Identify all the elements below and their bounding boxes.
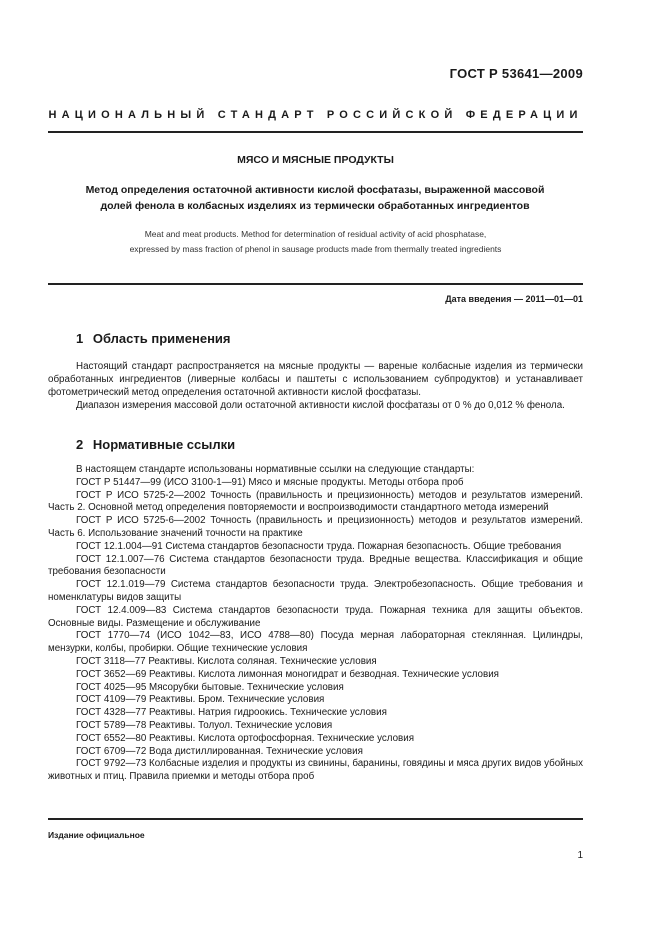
reference-item: ГОСТ 6552—80 Реактивы. Кислота ортофосфорная. Технические условия bbox=[76, 732, 415, 744]
reference-item: ГОСТ Р 51447—99 (ИСО 3100-1—91) Мясо и мясные продукты. Методы отбора проб bbox=[76, 476, 464, 488]
reference-item: ГОСТ 9792—73 Колбасные изделия и продукты из свинины, баранины, говядины и мяса других видов убойных животных и птиц. Правила приемки и методы отбора проб bbox=[48, 758, 584, 783]
divider-top bbox=[48, 131, 583, 133]
reference-item: ГОСТ 5789—78 Реактивы. Толуол. Технические условия bbox=[76, 719, 333, 731]
reference-item: В настоящем стандарте использованы нормативные ссылки на следующие стандарты: bbox=[76, 464, 475, 475]
reference-item: ГОСТ 12.4.009—83 Система стандартов безопасности труда. Пожарная техника для защиты объектов. Основные виды. Размещение и обслуживание bbox=[48, 604, 583, 629]
reference-item: ГОСТ Р ИСО 5725-6—2002 Точность (правильность и прецизионность) методов и результатов измерений. Часть 6. Использование значений точности на практике bbox=[48, 515, 583, 539]
section-2-number: 2 bbox=[76, 437, 84, 452]
edition-label: Издание официальное bbox=[48, 830, 145, 840]
page-number: 1 bbox=[577, 850, 583, 861]
reference-item: ГОСТ Р ИСО 5725-2—2002 Точность (правильность и прецизионность) методов и результатов измерений. Часть 2. Основной метод определения повторяемости и воспроизводимости стандартного метода измерений bbox=[48, 489, 583, 514]
divider-bottom bbox=[48, 818, 583, 820]
national-standard-banner: НАЦИОНАЛЬНЫЙ СТАНДАРТ РОССИЙСКОЙ ФЕДЕРАЦИИ bbox=[48, 109, 583, 121]
document-subtitle: Метод определения остаточной активности кислой фосфатазы, выраженной массовой долей фенола в колбасных изделиях из термически обработанных ингредиентов bbox=[85, 184, 545, 212]
divider-middle bbox=[48, 283, 583, 285]
document-title: МЯСО И МЯСНЫЕ ПРОДУКТЫ bbox=[237, 154, 394, 166]
section-1-title: Область применения bbox=[92, 331, 231, 346]
section-1-paragraph: Диапазон измерения массовой доли остаточной активности кислой фосфатазы от 0 % до 0,012 % фенола. bbox=[76, 400, 565, 411]
english-title-line-1: Meat and meat products. Method for determination of residual activity of acid phosphatase, bbox=[144, 229, 487, 239]
english-title-line-2: expressed by mass fraction of phenol in sausage products made from thermally treated ingredients bbox=[129, 244, 502, 254]
section-2-heading bbox=[76, 437, 235, 452]
reference-item: ГОСТ 12.1.019—79 Система стандартов безопасности труда. Электробезопасность. Общие требования и номенклатуры видов защиты bbox=[48, 579, 583, 603]
section-2-title: Нормативные ссылки bbox=[92, 437, 236, 452]
section-1-paragraph: Настоящий стандарт распространяется на мясные продукты — вареные колбасные изделия из термически обработанных ингредиентов (ливерные колбасы и паштеты с использованием субпродуктов) и устанавливает фотометрический метод определения остаточной активности кислой фосфатазы. bbox=[48, 361, 583, 398]
reference-item: ГОСТ 4109—79 Реактивы. Бром. Технические условия bbox=[76, 694, 325, 706]
document-number: ГОСТ Р 53641—2009 bbox=[449, 66, 583, 81]
reference-item: ГОСТ 4025—95 Мясорубки бытовые. Технические условия bbox=[76, 681, 344, 693]
reference-item: ГОСТ 4328—77 Реактивы. Натрия гидроокись. Технические условия bbox=[76, 707, 387, 719]
reference-item: ГОСТ 12.1.007—76 Система стандартов безопасности труда. Вредные вещества. Классификация и общие требования безопасности bbox=[48, 553, 583, 578]
english-title bbox=[48, 227, 583, 257]
reference-item: ГОСТ 3118—77 Реактивы. Кислота соляная. Технические условия bbox=[76, 655, 377, 667]
reference-item: ГОСТ 1770—74 (ИСО 1042—83, ИСО 4788—80) Посуда мерная лабораторная стеклянная. Цилиндры, мензурки, колбы, пробирки. Общие технические условия bbox=[48, 630, 583, 655]
introduction-date: Дата введения — 2011—01—01 bbox=[445, 294, 583, 304]
reference-item: ГОСТ 3652—69 Реактивы. Кислота лимонная моногидрат и безводная. Технические условия bbox=[76, 668, 499, 680]
section-1-heading bbox=[76, 331, 231, 346]
section-1-number: 1 bbox=[76, 331, 84, 346]
normative-references-list bbox=[48, 464, 583, 784]
reference-item: ГОСТ 6709—72 Вода дистиллированная. Технические условия bbox=[76, 745, 363, 757]
section-1-body bbox=[48, 360, 583, 412]
reference-item: ГОСТ 12.1.004—91 Система стандартов безопасности труда. Пожарная безопасность. Общие требования bbox=[76, 540, 562, 552]
